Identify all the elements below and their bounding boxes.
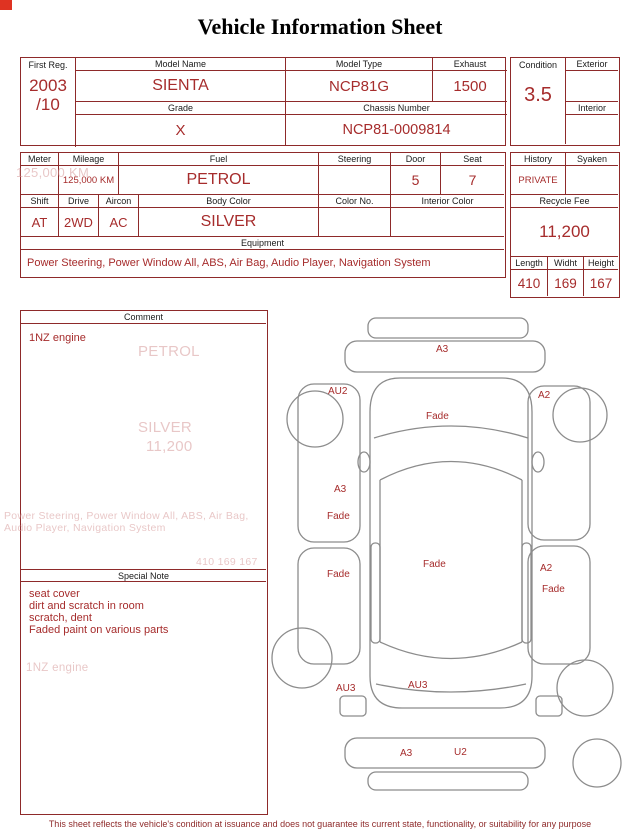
damage-mark: AU3 [408,680,428,691]
ghost-text: 410 169 167 [196,556,258,568]
aircon-label: Aircon [99,195,139,208]
front-left-wheel [287,391,343,447]
grade-value: X [76,115,286,145]
meter-label: Meter [21,153,59,166]
page-title: Vehicle Information Sheet [197,14,443,39]
rear-right-wheel [557,660,613,716]
width-value: 169 [548,270,584,296]
recycle-fee-label: Recycle Fee [511,195,618,208]
damage-mark: A3 [436,344,449,355]
chassis-number-label: Chassis Number [286,102,507,115]
comment-text: 1NZ engine [29,332,86,344]
mileage-label: Mileage [59,153,119,166]
fuel-value: PETROL [119,166,319,195]
special-note-line: dirt and scratch in room [29,600,144,612]
history-label: History [511,153,566,166]
damage-mark: A2 [538,390,551,401]
aircon-value: AC [99,208,139,237]
rear-bumper-strip [368,772,528,790]
syaken-value [566,166,618,195]
first-reg-cell [21,58,76,147]
trunk-line [376,684,526,692]
color-no-value [319,208,391,237]
shift-value: AT [21,208,59,237]
damage-mark: AU2 [328,386,348,397]
first-reg-label: First Reg. [28,60,68,70]
door-value: 5 [391,166,441,195]
car-outline-drawing [270,310,635,810]
left-molding [371,543,380,643]
damage-mark: A2 [540,563,553,574]
length-label: Length [511,257,548,270]
special-note-label: Special Note [21,569,266,582]
left-tail-panel [340,696,366,716]
recycle-fee-value: 11,200 [511,208,618,257]
damage-mark: Fade [327,511,350,522]
steering-label: Steering [319,153,391,166]
disclaimer-text: This sheet reflects the vehicle's condition at issuance and does not guarantee its current state, functionality, or suitability for any purpose [48,819,592,829]
ghost-text: 125,000 KM [16,165,90,180]
model-type-value: NCP81G [286,71,433,102]
height-value: 167 [589,275,613,291]
damage-mark: Fade [423,559,446,570]
condition-value: 3.5 [524,84,552,106]
windshield-line [380,462,522,481]
seat-value: 7 [441,166,504,195]
interior-color-label: Interior Color [391,195,504,208]
damage-mark: U2 [454,747,467,758]
spare-wheel [573,739,621,787]
identity-table [20,57,506,146]
interior-label: Interior [566,102,618,115]
height-label: Height [584,257,618,270]
bonnet-line [374,426,528,438]
right-mirror [532,452,544,472]
mileage-value: 125,000 KM [59,166,119,195]
model-name-value: SIENTA [76,71,286,102]
drive-label: Drive [59,195,99,208]
model-name-label: Model Name [76,58,286,71]
fuel-label: Fuel [119,153,319,166]
first-reg-year: 2003 [29,76,67,95]
syaken-label: Syaken [566,153,618,166]
damage-mark: A3 [400,748,413,759]
exhaust-label: Exhaust [433,58,507,71]
special-note-line: scratch, dent [29,612,92,624]
car-diagram [270,310,635,810]
length-value: 410 [511,270,548,296]
condition-table [510,57,620,146]
special-note-text [29,588,168,636]
width-label: Widht [548,257,584,270]
history-value: PRIVATE [511,166,566,195]
model-type-label: Model Type [286,58,433,71]
seat-label: Seat [441,153,504,166]
exterior-value [566,71,618,102]
record-dot [0,0,12,10]
front-bumper-strip [368,318,528,338]
front-right-wheel [553,388,607,442]
comment-label: Comment [21,311,266,324]
left-rear-panel [298,548,360,664]
damage-mark: AU3 [336,683,356,694]
ghost-text: Power Steering, Power Window All, ABS, Air Bag, Audio Player, Navigation System [4,510,249,534]
chassis-number-value: NCP81-0009814 [342,122,451,138]
interior-value [566,115,618,144]
rear-bumper [345,738,545,768]
drive-value: 2WD [59,208,99,237]
right-front-panel [528,386,590,540]
damage-mark: Fade [426,411,449,422]
ghost-text: PETROL [138,343,200,360]
right-tail-panel [536,696,562,716]
equipment-value: Power Steering, Power Window All, ABS, Air Bag, Audio Player, Navigation System [27,257,431,269]
ghost-text: 11,200 [146,438,193,455]
damage-mark: Fade [542,584,565,595]
first-reg-month: /10 [36,95,60,114]
condition-label: Condition [518,60,558,70]
steering-value [319,166,391,195]
damage-mark: Fade [327,569,350,580]
shift-label: Shift [21,195,59,208]
body-color-label: Body Color [139,195,319,208]
special-note-line: Faded paint on various parts [29,624,169,636]
right-rear-panel [528,546,590,664]
condition-cell [511,58,566,144]
grade-label: Grade [76,102,286,115]
color-no-label: Color No. [319,195,391,208]
exhaust-value: 1500 [433,71,507,102]
interior-color-value [391,208,504,237]
door-label: Door [391,153,441,166]
special-note-line: seat cover [29,588,80,600]
equipment-label: Equipment [21,237,504,250]
exterior-label: Exterior [566,58,618,71]
damage-mark: A3 [334,484,347,495]
rear-window-line [380,642,522,659]
right-molding [522,543,531,643]
details-table [20,152,506,278]
body-color-value: SILVER [139,208,319,237]
history-fee-table [510,152,620,298]
ghost-text: SILVER [138,419,193,436]
ghost-text: 1NZ engine [26,662,89,674]
